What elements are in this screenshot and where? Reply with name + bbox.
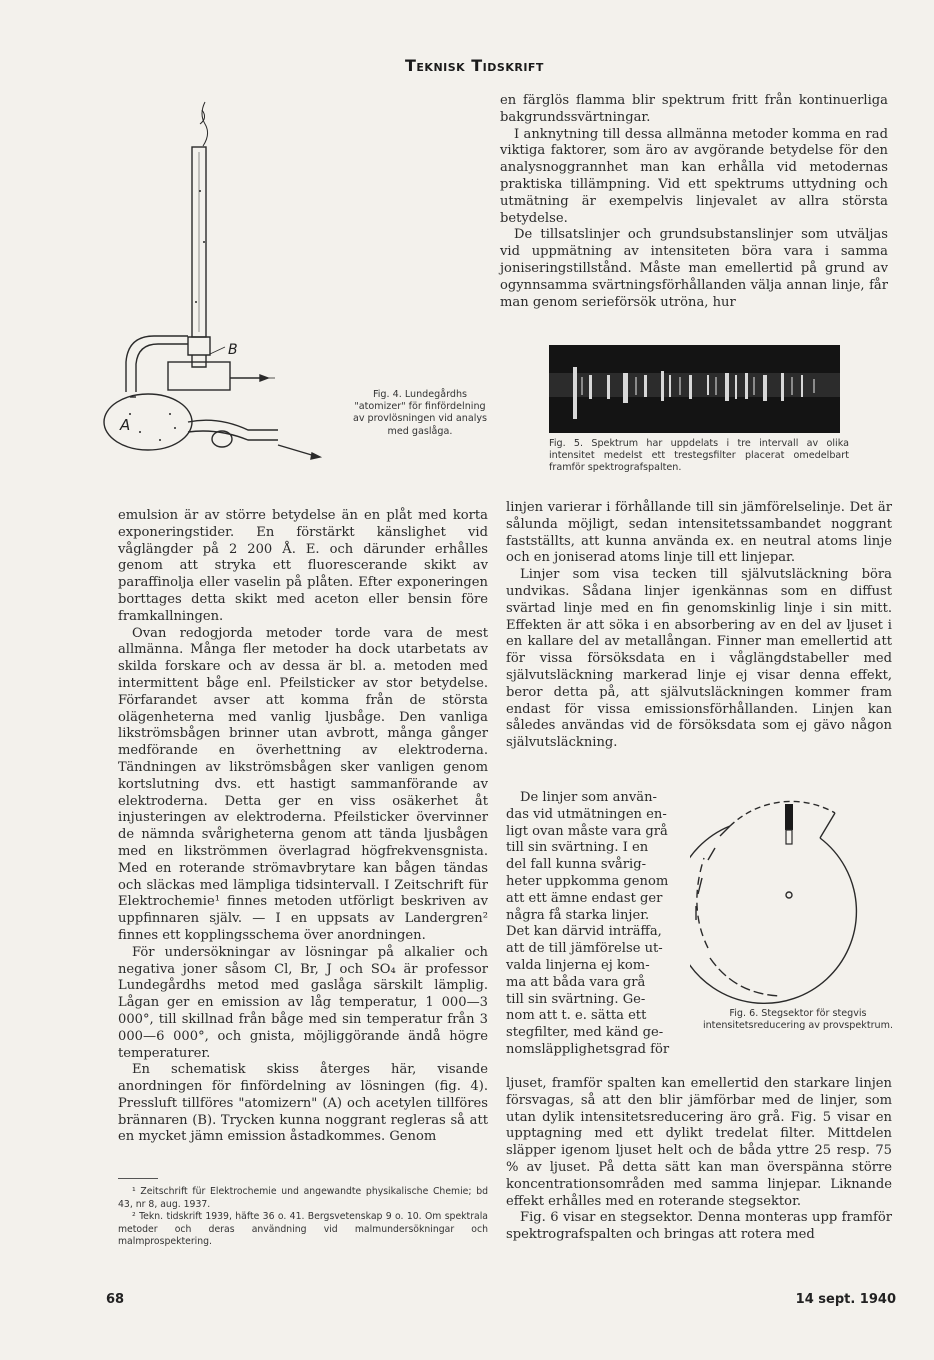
line: De linjer som använ- <box>520 790 657 805</box>
page-number: 68 <box>106 1292 125 1307</box>
footnote: ¹ Zeitschrift für Elektrochemie und angewandte physikalische Chemie; bd 43, nr 8, aug. 1937. <box>118 1186 488 1210</box>
top-right-text <box>500 93 888 311</box>
fig4-atomizer-drawing <box>100 92 350 472</box>
paragraph: I anknytning till dessa allmänna metoder komma en rad viktiga faktorer, som äro av avgörande betydelse för den analysnoggrannhet man kan erhålla vid metodernas praktiska tillämpning. Vid ett spektrums uttydning och utmätning är exempelvis linjevalet av allra största betydelse. <box>500 126 888 226</box>
line: valda linjerna ej kom- <box>506 957 650 973</box>
paragraph: emulsion är av större betydelse än en plåt med korta exponeringstider. En förstärkt känslighet vid våglängder på 2 200 Å. E. och därunder erhålles genom att stryka ett fluorescerande skikt av paraffinolja eller vaselin på plåten. Efter exponeringen borttages detta skikt med aceton eller bensin före framkallningen. <box>118 508 488 624</box>
line: ligt ovan måste vara grå <box>506 823 668 839</box>
line: till sin svärtning. I en <box>506 840 649 856</box>
paragraph: Ovan redogjorda metoder torde vara de mest allmänna. Många fler metoder ha dock utarbetats av skilda forskare och av dessa är bl. a. metoden med intermittent båge enl. Pfeilsticker av stor betydelse. Förfarandet avser att komma från de största olägenheterna med vanlig ljusbåge. Den vanliga likströmsbågen brinner utan avbrott, många gånger medförande en överhettning av elektroderna. Tändningen av likströmsbågen sker vanligen genom kortslutning dvs. ett hastigt sammanförande av elektroderna. Detta ger en viss osäkerhet åt injusteringen av elektroderna. Pfeilsticker övervinner de nämnda svårigheterna genom att tända ljusbågen med en likströmmen överlagrad högfrekvensgnista. Med en roterande strömavbrytare kan bågen tändas och släckas med lämpliga tidsintervall. I Zeitschrift für Elektrochemie¹ finnes metoden utförligt beskriven av uppfinnaren själv. — I en uppsats av Landergren² finnes ett kopplingsschema över anordningen. <box>118 625 488 943</box>
fig4-caption: Fig. 4. Lundegårdhs "atomizer" för finfördelning av provlösningen vid analys med gaslåga. <box>352 389 488 437</box>
line: nomsläpplighetsgrad för <box>506 1041 670 1057</box>
paragraph: linjen varierar i förhållande till sin jämförelselinje. Det är sålunda möjligt, sedan intensitetssambandet noggrant fastställts, att kunna använda ex. en neutral atoms linje och en joniserad atoms linje till ett linjepar. <box>506 500 892 566</box>
label-b: B <box>228 342 238 358</box>
paragraph: Linjer som visa tecken till självutsläckning böra undvikas. Sådana linjer igenkännas som en diffust svärtad linje med en fin genomskinlig linje i sin mitt. Effekten är att söka i en absorbering av en del av ljuset i en kallare del av metallångan. Finner man emellertid att för vissa försöksdata en i våglängdstabeller med självutsläckning markerad linje ej visar denna effekt, beror detta på, att självutsläckningen kommer fram endast för vissa emissionsförhållanden. Linjen kan således användas vid de försöksdata som ej gävo någon självutsläckning. <box>506 567 892 751</box>
line: några få starka linjer. <box>506 907 650 923</box>
line: heter uppkomma genom <box>506 873 669 889</box>
line: att ett ämne endast ger <box>506 890 663 906</box>
paragraph: För undersökningar av lösningar på alkalier och negativa joner såsom Cl, Br, J och SO₄ är professor Lundegårdhs metod med gaslåga särskilt lämplig. Lågan ger en emission av låg temperatur, 1 000—3 000°, till skillnad från båge med sin temperatur från 3 000—6 000°, och gnista, möjliggörande ändå högre temperaturer. <box>118 944 488 1061</box>
fig5-spectrum-image <box>549 345 840 433</box>
issue-date: 14 sept. 1940 <box>795 1292 896 1307</box>
fig5-caption: Fig. 5. Spektrum har uppdelats i tre intervall av olika intensitet medelst ett trestegsfilter placerat omedelbart framför spektrografspalten. <box>549 438 849 474</box>
right-column-continuation <box>506 1076 892 1244</box>
line: Det kan därvid inträffa, <box>506 924 662 940</box>
line: ma att båda vara grå <box>506 974 646 990</box>
line: del fall kunna svårig- <box>506 857 647 873</box>
paragraph: En schematisk skiss återges här, visande anordningen för finfördelning av lösningen (fig. 4). Pressluft tillföres "atomizern" (A) och acetylen tillföres brännaren (B). Trycken kunna noggrant regleras så att en mycket jämn emission åstadkommes. Genom <box>118 1062 488 1145</box>
right-column-narrow-text <box>506 790 686 1059</box>
paragraph: ljuset, framför spalten kan emellertid den starkare linjen försvagas, så att den blir jämförbar med de linjer, som utan dylik intensitetsreducering äro grå. Fig. 5 visar en upptagning med ett dylikt tredelat filter. Mittdelen släpper igenom ljuset helt och de båda yttre 25 resp. 75 % av ljuset. På detta sätt kan man överspänna större koncentrationsområden med samma linjepar. Liknande effekt erhålles med en roterande stegsektor. <box>506 1076 892 1209</box>
paragraph: De tillsatslinjer och grundsubstanslinjer som utväljas vid uppmätning av intensiteten böra vara i samma joniseringstillstånd. Måste man emellertid på grund av ogynnsamma svärtningsförhållanden välja annan linje, får man genom serieförsök utröna, hur <box>500 227 888 310</box>
line: att de till jämförelse ut- <box>506 941 663 957</box>
line: till sin svärtning. Ge- <box>506 991 646 1007</box>
line: nom att t. e. sätta ett <box>506 1008 647 1024</box>
left-column-text <box>118 508 488 1146</box>
footnote-rule <box>118 1178 158 1179</box>
paragraph: Fig. 6 visar en stegsektor. Denna monteras upp framför spektrografspalten och bringas att rotera med <box>506 1210 892 1243</box>
paragraph: en färglös flamma blir spektrum fritt från kontinuerliga bakgrundssvärtningar. <box>500 93 888 125</box>
journal-title: Teknisk Tidskrift <box>405 56 544 75</box>
footnote: ² Tekn. tidskrift 1939, häfte 36 o. 41. Bergsvetenskap 9 o. 10. Om spektrala metoder och deras användning vid malmundersökningar och malmprospektering. <box>118 1211 488 1248</box>
fig6-caption: Fig. 6. Stegsektor för stegvis intensitetsreducering av provspektrum. <box>702 1008 894 1032</box>
footnotes <box>118 1186 488 1249</box>
fig6-step-sector-drawing <box>690 798 890 1008</box>
label-a: A <box>120 416 131 434</box>
right-column-text <box>506 500 892 752</box>
line: stegfilter, med känd ge- <box>506 1025 664 1041</box>
line: das vid utmätningen en- <box>506 806 667 822</box>
